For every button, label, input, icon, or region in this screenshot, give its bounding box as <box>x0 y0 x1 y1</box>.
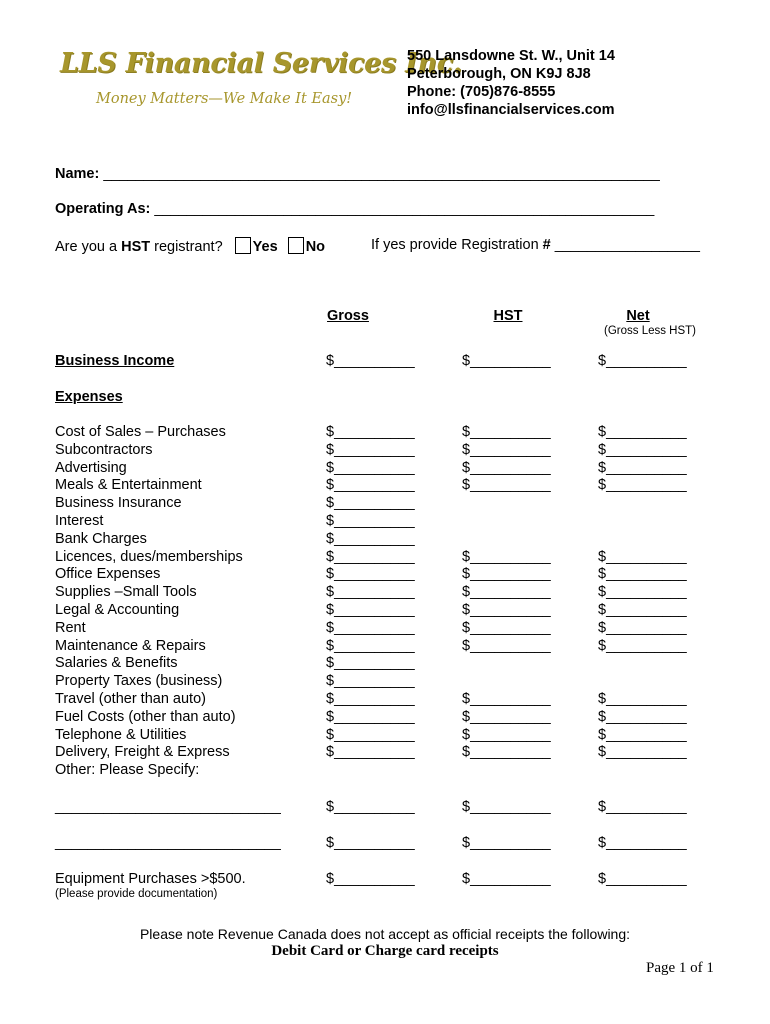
expense-item: Travel (other than auto) <box>55 690 206 707</box>
net-field[interactable]: $__________ <box>598 601 687 618</box>
net-field[interactable]: $__________ <box>598 424 687 440</box>
registration-hash: # <box>542 237 551 253</box>
gross-field[interactable]: $__________ <box>326 459 415 476</box>
yes-checkbox[interactable] <box>235 237 251 254</box>
expense-item: Advertising <box>55 459 127 476</box>
expense-item: Property Taxes (business) <box>55 673 223 690</box>
address-email: info@llsfinancialservices.com <box>407 102 615 118</box>
gross-field[interactable]: $__________ <box>326 708 415 725</box>
gross-field[interactable]: $__________ <box>326 566 415 583</box>
net-field[interactable]: $__________ <box>598 691 687 707</box>
name-line[interactable]: _____________________________________________________________________ <box>103 166 660 182</box>
operating-as-label: Operating As: <box>55 201 151 217</box>
receipt-note: Please note Revenue Canada does not accept as official receipts the following: <box>139 926 631 942</box>
gross-field[interactable]: $__________ <box>326 655 415 672</box>
hst-field[interactable]: $__________ <box>462 691 551 707</box>
income-gross-field[interactable]: $__________ <box>326 353 415 369</box>
other-specify-line-1[interactable]: ____________________________ <box>55 799 281 815</box>
net-column-group-3 <box>598 691 687 762</box>
expense-item: Maintenance & Repairs <box>55 637 206 654</box>
expense-item: Legal & Accounting <box>55 601 180 618</box>
hst-field[interactable]: $__________ <box>462 601 551 618</box>
expense-item: Licences, dues/memberships <box>55 548 243 565</box>
gross-field[interactable]: $__________ <box>326 424 415 440</box>
net-field[interactable]: $__________ <box>598 708 687 725</box>
no-checkbox[interactable] <box>288 237 304 254</box>
gross-field[interactable]: $__________ <box>326 441 415 458</box>
expense-item: Salaries & Benefits <box>55 655 178 672</box>
operating-as-line[interactable]: ______________________________________________________________ <box>154 201 655 217</box>
net-field[interactable]: $__________ <box>598 441 687 458</box>
hst-question-prefix: Are you a <box>55 239 122 255</box>
gross-field[interactable]: $__________ <box>326 530 415 547</box>
income-net-field[interactable]: $__________ <box>598 353 687 369</box>
hst-column-group-3 <box>462 691 551 762</box>
net-field[interactable]: $__________ <box>598 726 687 743</box>
gross-field[interactable]: $__________ <box>326 477 415 494</box>
expense-item: Bank Charges <box>55 530 147 547</box>
gross-field[interactable]: $__________ <box>326 637 415 654</box>
name-label: Name: <box>55 166 100 182</box>
net-column-group-1 <box>598 424 687 495</box>
receipt-emphasis: Debit Card or Charge card receipts <box>271 943 499 959</box>
gross-field[interactable]: $__________ <box>326 601 415 618</box>
expense-item: Rent <box>55 619 86 636</box>
hst-field[interactable]: $__________ <box>462 744 551 761</box>
expense-item: Other: Please Specify: <box>55 762 200 779</box>
gross-field[interactable]: $__________ <box>326 619 415 636</box>
expense-item: Fuel Costs (other than auto) <box>55 708 236 725</box>
expenses-heading: Expenses <box>55 389 123 405</box>
equipment-hst-field[interactable]: $__________ <box>462 871 551 887</box>
gross-field[interactable]: $__________ <box>326 744 415 761</box>
yes-label: Yes <box>252 239 278 255</box>
registration-label: If yes provide Registration <box>371 237 543 253</box>
other-1-net-field[interactable]: $__________ <box>598 799 687 815</box>
net-field[interactable]: $__________ <box>598 584 687 601</box>
other-2-gross-field[interactable]: $__________ <box>326 835 415 851</box>
hst-field[interactable]: $__________ <box>462 424 551 440</box>
expense-item: Supplies –Small Tools <box>55 584 197 601</box>
expense-item: Meals & Entertainment <box>55 477 202 494</box>
hst-registrant-question <box>55 237 325 255</box>
company-logo-tagline: Money Matters—We Make It Easy! <box>96 91 353 107</box>
gross-field[interactable]: $__________ <box>326 690 415 707</box>
hst-field[interactable]: $__________ <box>462 477 551 494</box>
hst-field[interactable]: $__________ <box>462 637 551 654</box>
net-field[interactable]: $__________ <box>598 459 687 476</box>
hst-field[interactable]: $__________ <box>462 619 551 636</box>
gross-field[interactable]: $__________ <box>326 726 415 743</box>
hst-field[interactable]: $__________ <box>462 459 551 476</box>
hst-field[interactable]: $__________ <box>462 441 551 458</box>
registration-number-field[interactable] <box>371 237 700 253</box>
hst-field[interactable]: $__________ <box>462 726 551 743</box>
gross-field[interactable]: $__________ <box>326 548 415 565</box>
equipment-purchases-label: Equipment Purchases >$500. <box>55 871 246 887</box>
income-hst-field[interactable]: $__________ <box>462 353 551 369</box>
column-gross: Gross <box>327 308 369 324</box>
column-net: Net <box>626 308 650 324</box>
no-label: No <box>305 239 326 255</box>
hst-question-suffix: registrant? <box>150 239 223 255</box>
hst-column-group-1 <box>462 424 551 495</box>
address-street: 550 Lansdowne St. W., Unit 14 <box>407 48 615 64</box>
equipment-gross-field[interactable]: $__________ <box>326 871 415 887</box>
other-1-hst-field[interactable]: $__________ <box>462 799 551 815</box>
address-city: Peterborough, ON K9J 8J8 <box>407 66 591 82</box>
expense-item: Subcontractors <box>55 441 153 458</box>
other-2-net-field[interactable]: $__________ <box>598 835 687 851</box>
expense-item: Business Insurance <box>55 495 182 512</box>
other-1-gross-field[interactable]: $__________ <box>326 799 415 815</box>
column-net-note: (Gross Less HST) <box>604 325 697 337</box>
expense-item: Delivery, Freight & Express <box>55 744 230 761</box>
equipment-net-field[interactable]: $__________ <box>598 871 687 887</box>
net-field[interactable]: $__________ <box>598 637 687 654</box>
expense-item: Cost of Sales – Purchases <box>55 424 226 440</box>
net-column-group-2 <box>598 549 687 656</box>
company-logo-name: LLS Financial Services Inc. <box>60 48 462 79</box>
gross-column <box>326 424 415 762</box>
gross-field[interactable]: $__________ <box>326 673 415 690</box>
name-field[interactable] <box>55 166 660 182</box>
other-specify-line-2[interactable]: ____________________________ <box>55 835 281 851</box>
hst-field[interactable]: $__________ <box>462 566 551 583</box>
expense-item: Interest <box>55 512 104 529</box>
net-field[interactable]: $__________ <box>598 477 687 494</box>
registration-line[interactable]: __________________ <box>550 237 700 253</box>
hst-column-group-2 <box>462 549 551 656</box>
address-block <box>407 47 615 119</box>
operating-as-field[interactable] <box>55 201 654 217</box>
expense-list <box>55 424 243 780</box>
hst-field[interactable]: $__________ <box>462 548 551 565</box>
equipment-note: (Please provide documentation) <box>55 888 218 900</box>
net-field[interactable]: $__________ <box>598 548 687 565</box>
column-hst: HST <box>493 308 523 324</box>
other-2-hst-field[interactable]: $__________ <box>462 835 551 851</box>
hst-field[interactable]: $__________ <box>462 708 551 725</box>
gross-field[interactable]: $__________ <box>326 512 415 529</box>
page-number: Page 1 of 1 <box>646 960 714 976</box>
expense-item: Telephone & Utilities <box>55 726 187 743</box>
address-phone: Phone: (705)876-8555 <box>407 84 556 100</box>
business-income-label: Business Income <box>55 353 175 369</box>
gross-field[interactable]: $__________ <box>326 495 415 512</box>
net-field[interactable]: $__________ <box>598 619 687 636</box>
net-field[interactable]: $__________ <box>598 566 687 583</box>
hst-question-bold: HST <box>121 239 151 255</box>
expense-item: Office Expenses <box>55 566 161 583</box>
gross-field[interactable]: $__________ <box>326 584 415 601</box>
hst-field[interactable]: $__________ <box>462 584 551 601</box>
net-field[interactable]: $__________ <box>598 744 687 761</box>
